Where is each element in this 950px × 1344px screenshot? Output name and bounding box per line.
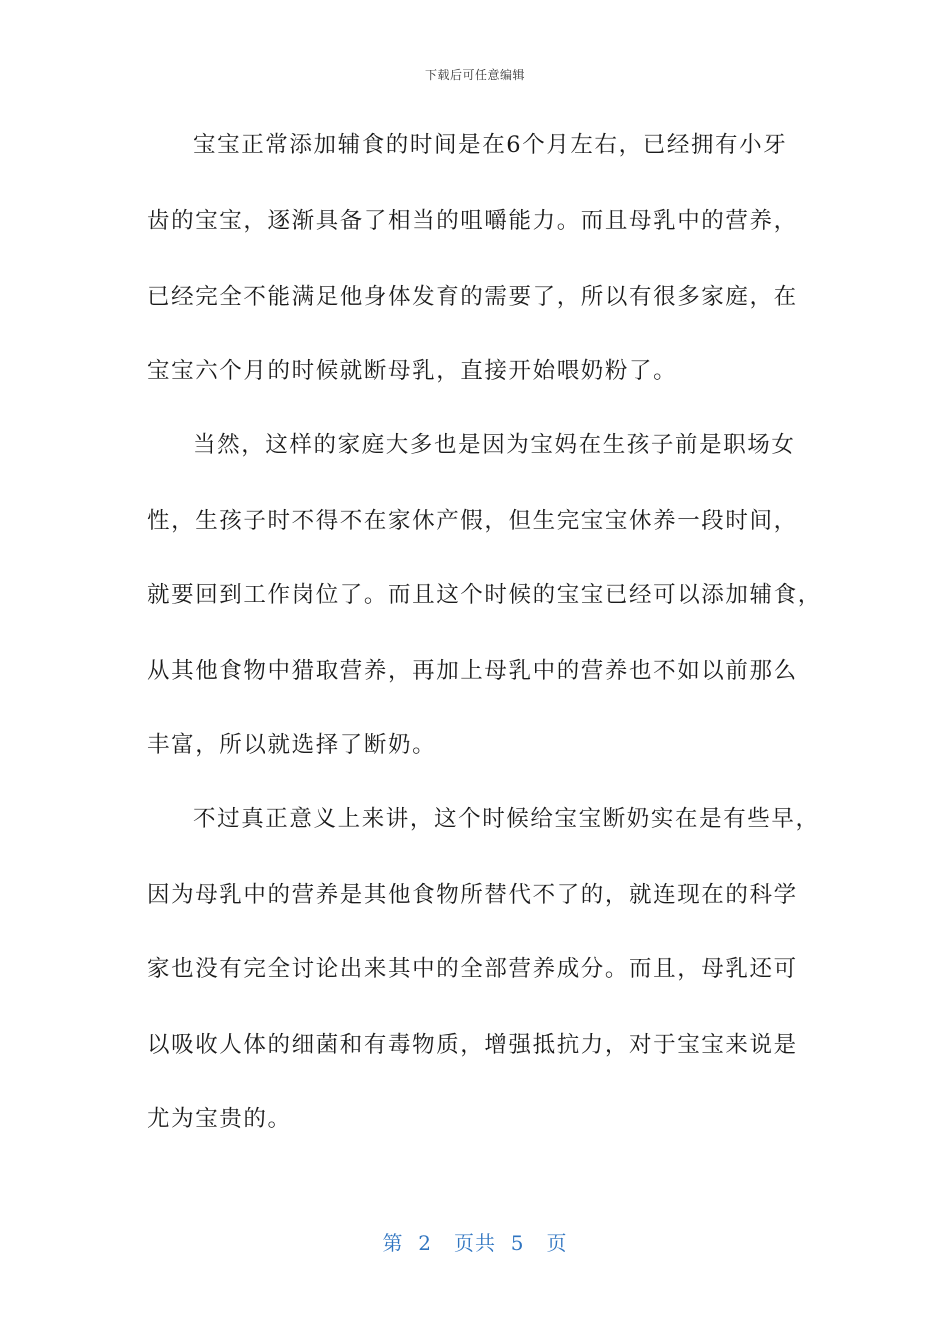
paragraph-2-line-1: 当然，这样的家庭大多也是因为宝妈在生孩子前是职场女 (193, 432, 796, 458)
paragraph-1-line-1: 宝宝正常添加辅食的时间是在6个月左右，已经拥有小牙 (193, 132, 788, 158)
paragraph-2-line-3: 就要回到工作岗位了。而且这个时候的宝宝已经可以添加辅食， (147, 582, 822, 608)
paragraph-3-line-4: 以吸收人体的细菌和有毒物质，增强抵抗力，对于宝宝来说是 (147, 1032, 798, 1058)
paragraph-2-line-4: 从其他食物中猎取营养，再加上母乳中的营养也不如以前那么 (147, 658, 798, 684)
paragraph-3-line-2: 因为母乳中的营养是其他食物所替代不了的，就连现在的科学 (147, 882, 798, 908)
paragraph-3-line-3: 家也没有完全讨论出来其中的全部营养成分。而且，母乳还可 (147, 956, 798, 982)
page-number-footer: 第 2 页共 5 页 (382, 1231, 568, 1255)
paragraph-3-line-5: 尤为宝贵的。 (147, 1106, 292, 1132)
paragraph-1-line-3: 已经完全不能满足他身体发育的需要了，所以有很多家庭，在 (147, 284, 798, 310)
paragraph-1-line-2: 齿的宝宝，逐渐具备了相当的咀嚼能力。而且母乳中的营养， (147, 208, 798, 234)
paragraph-3-line-1: 不过真正意义上来讲，这个时候给宝宝断奶实在是有些早， (193, 806, 820, 832)
page-header-note: 下载后可任意编辑 (424, 68, 525, 82)
paragraph-1-line-4: 宝宝六个月的时候就断母乳，直接开始喂奶粉了。 (147, 358, 678, 384)
paragraph-2-line-5: 丰富，所以就选择了断奶。 (147, 732, 437, 758)
paragraph-2-line-2: 性，生孩子时不得不在家休产假，但生完宝宝休养一段时间， (147, 508, 798, 534)
